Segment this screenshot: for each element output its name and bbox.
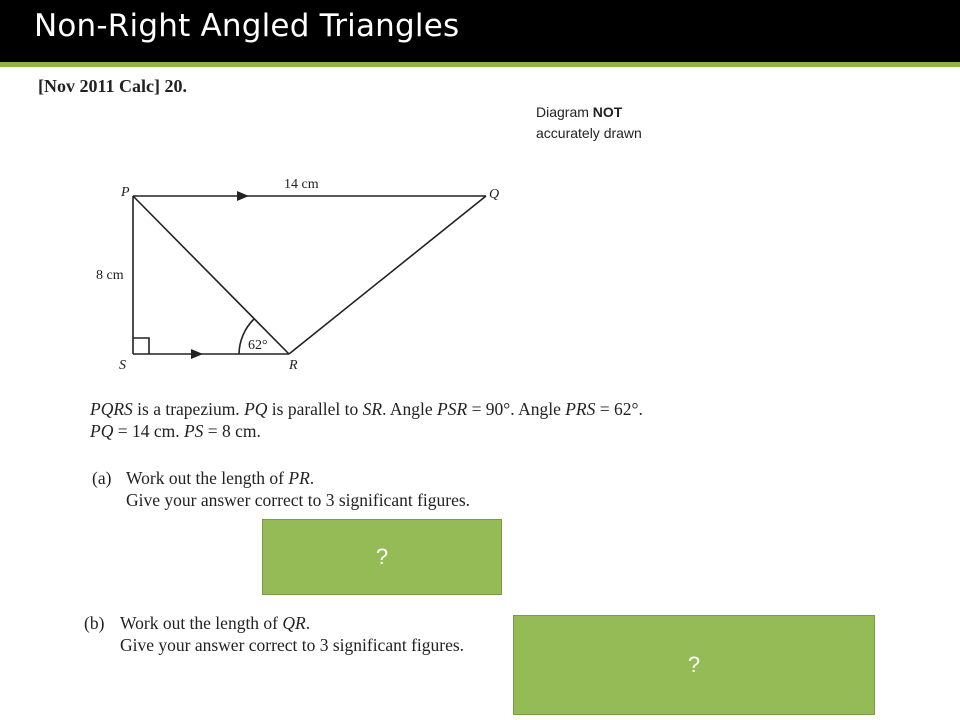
diagram-note-line2: accurately drawn	[536, 125, 642, 141]
right-angle-marker	[133, 338, 149, 354]
question-source: [Nov 2011 Calc] 20.	[38, 76, 187, 96]
part-b-label: (b)	[84, 613, 105, 633]
slide-title: Non-Right Angled Triangles	[34, 8, 460, 44]
length-label-ps: 8 cm	[96, 268, 124, 283]
part-b-text-line2: Give your answer correct to 3 significant figures.	[120, 635, 465, 655]
diagram-note-prefix: Diagram	[536, 104, 593, 120]
question-intro-line2: PQ = 14 cm. PS = 8 cm.	[90, 421, 261, 441]
part-a-text-line2: Give your answer correct to 3 significant figures.	[126, 490, 471, 510]
vertex-label-s: S	[119, 358, 126, 373]
part-a-label: (a)	[92, 468, 112, 488]
parallel-arrow-pq	[237, 191, 249, 201]
answer-b-reveal-box[interactable]: ?	[513, 615, 875, 715]
side-qr	[289, 196, 486, 354]
part-b-text-line1: Work out the length of QR.	[120, 613, 311, 633]
diagonal-pr	[133, 196, 289, 354]
angle-label-prs: 62°	[248, 338, 268, 353]
part-a-text-line1: Work out the length of PR.	[126, 468, 315, 488]
parallel-arrow-sr	[191, 349, 203, 359]
vertex-label-r: R	[289, 358, 298, 373]
diagram-note-bold: NOT	[592, 104, 623, 120]
vertex-label-q: Q	[489, 187, 500, 202]
answer-a-reveal-box[interactable]: ?	[262, 519, 502, 595]
vertex-label-p: P	[121, 185, 130, 200]
question-intro-line1: PQRS is a trapezium. PQ is parallel to SR. Angle PSR = 90°. Angle PRS = 62°.	[90, 399, 643, 419]
length-label-pq: 14 cm	[284, 177, 319, 192]
